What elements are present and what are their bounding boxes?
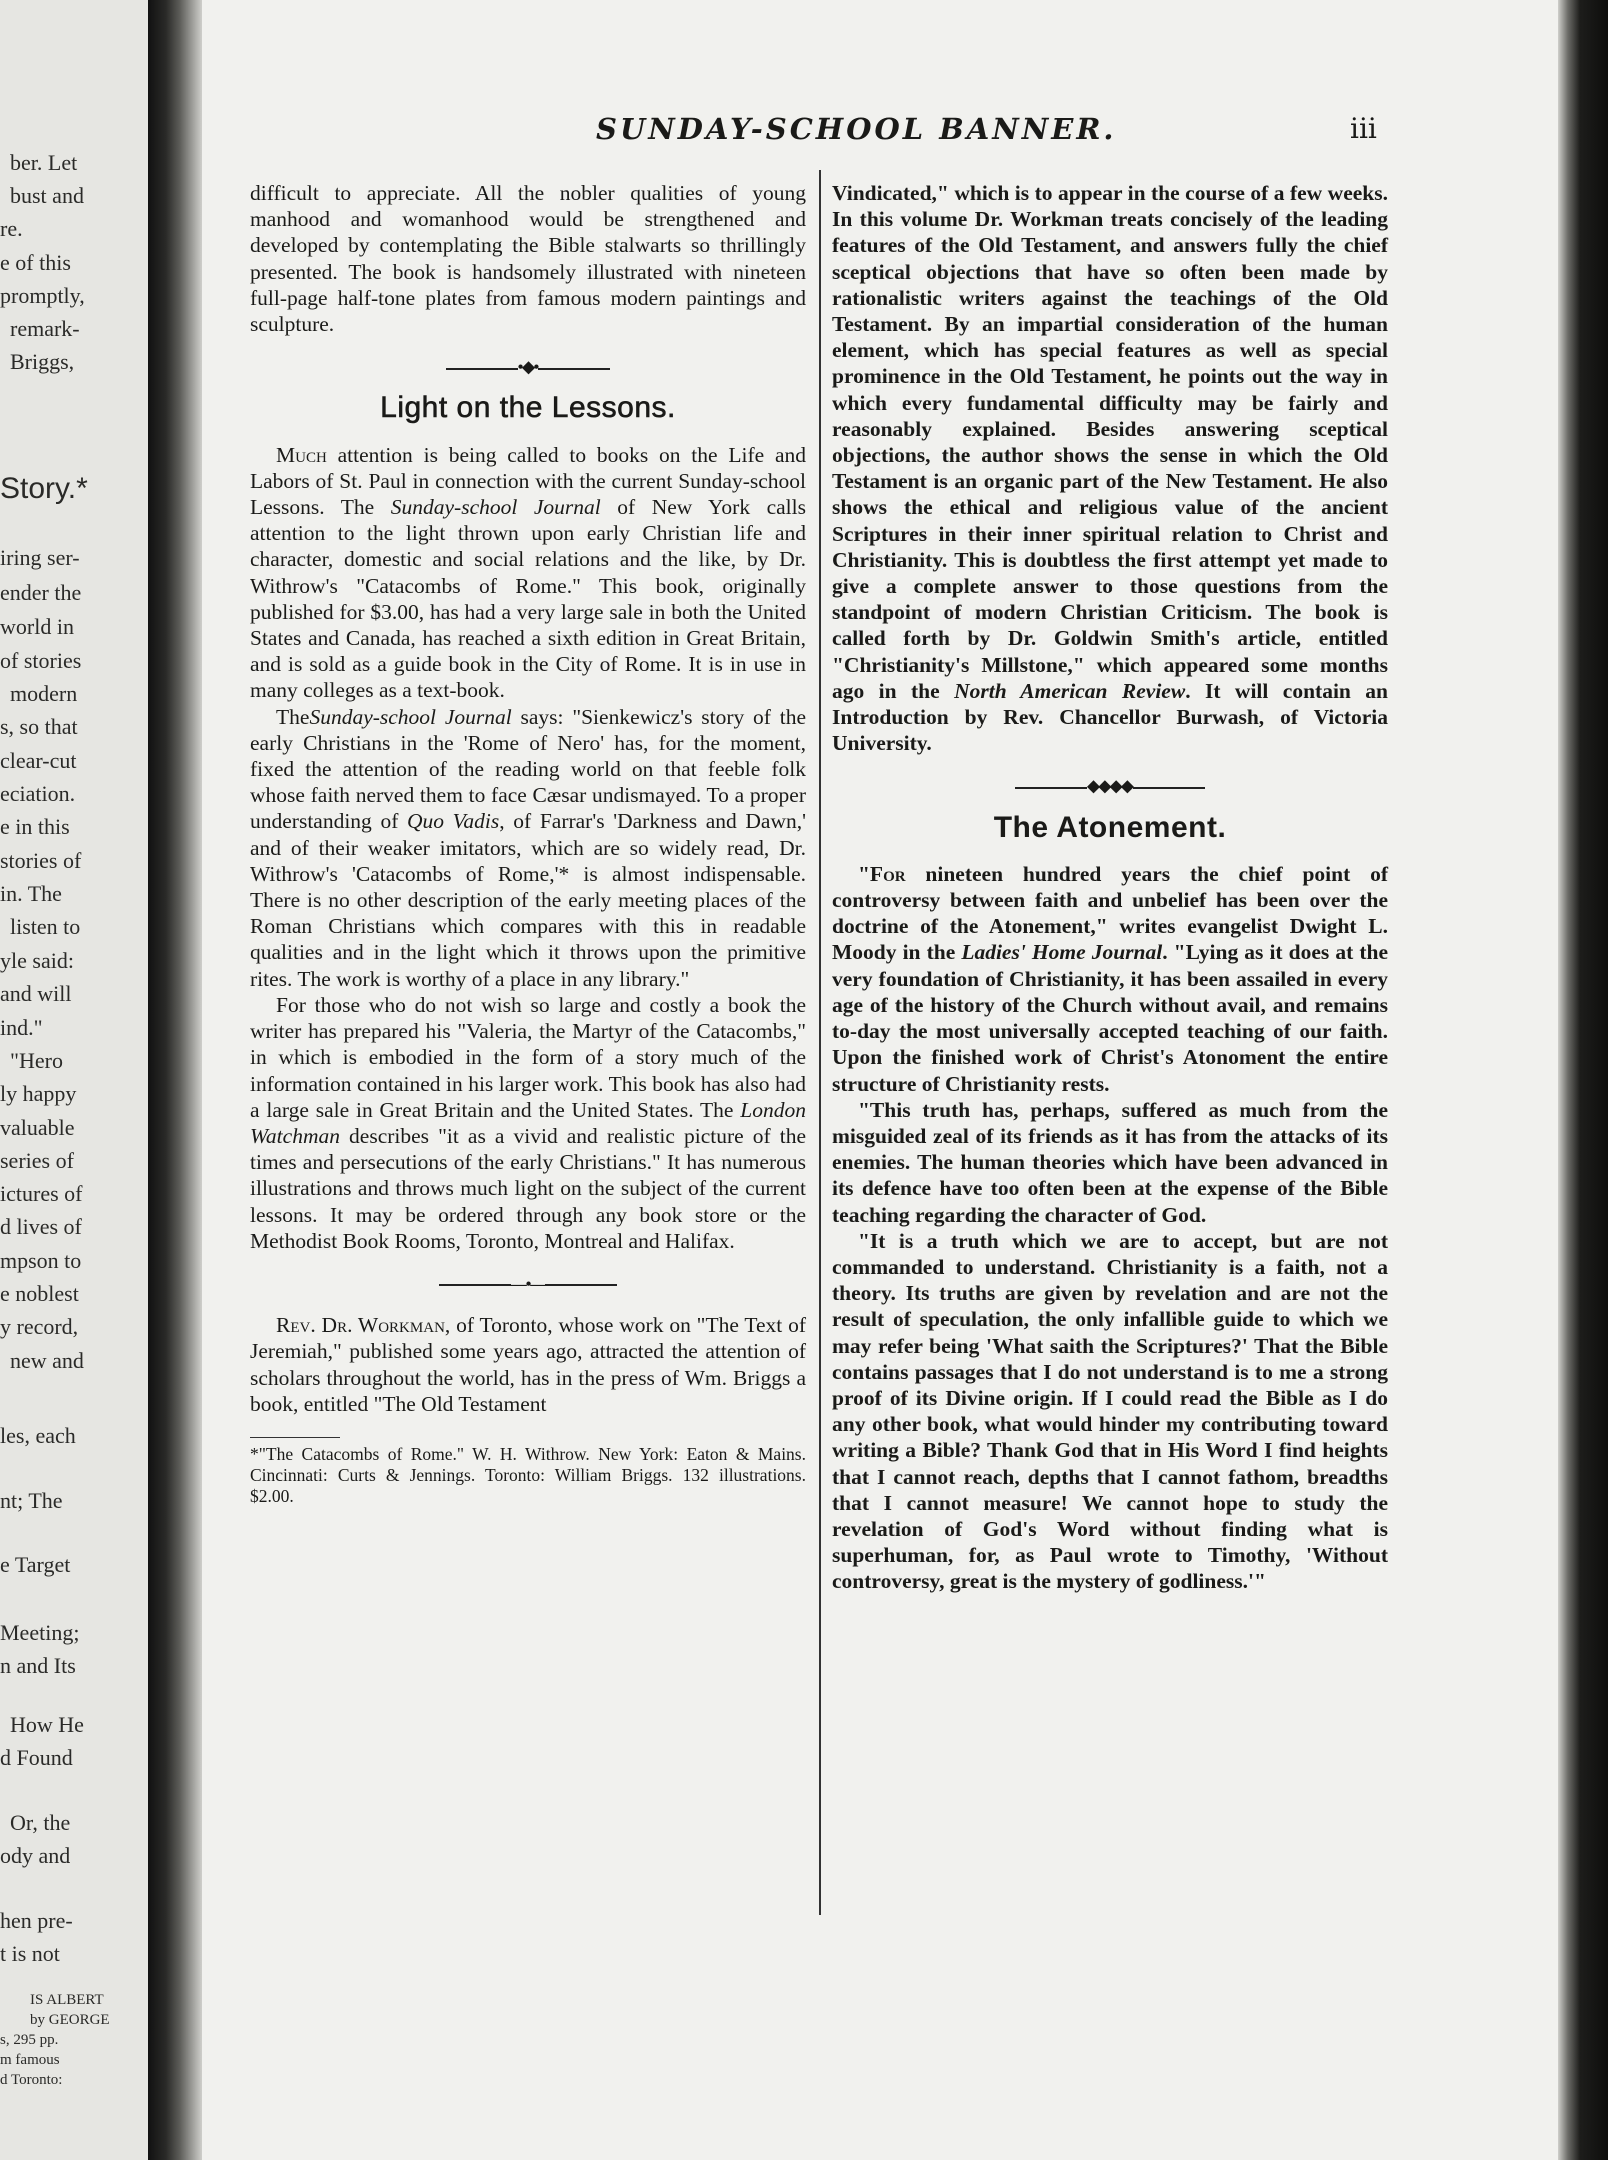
facing-page-line: e Target <box>0 1552 71 1577</box>
article-paragraph: "It is a truth which we are to accept, but are not commanded to understand. Christianity is a faith, not a theory. Its truths are given by revelation and are not the result of speculation, the only infallible guide to which we may refer being 'What saith the Scriptures?' That the Bible contains passages that I do not understand is to me a strong proof of its Divine origin. If I could read the Bible as I do any other book, what would hinder my contributing toward writing a Bible? Thank God that in His Word I find heights that I cannot reach, depths that I cannot fathom, breadths that I cannot measure! We cannot hope to study the revelation of God's Word without finding what is superhuman, for, as Paul wrote to Timothy, 'Without controversy, great is the mystery of godliness.'" <box>832 1228 1388 1594</box>
facing-page-line: y record, <box>0 1314 79 1339</box>
facing-page-line: new and <box>10 1348 84 1373</box>
column-divider <box>819 170 821 1915</box>
article-paragraph: Rev. Dr. Workman, of Toronto, whose work on "The Text of Jeremiah," published some years ago, attracted the attention of scholars throughout the world, has in the press of Wm. Briggs a book, entitled "The Old Testament <box>250 1313 806 1416</box>
section-heading-light-on-lessons: Light on the Lessons. <box>380 391 676 425</box>
facing-page-line: e noblest <box>0 1281 79 1306</box>
facing-page-line: Briggs, <box>10 349 75 374</box>
facing-page-line: stories of <box>0 848 82 873</box>
facing-page-line: bust and <box>10 183 84 208</box>
footnote-rule <box>250 1437 340 1439</box>
facing-page-line: eciation. <box>0 781 76 806</box>
facing-page-line: re. <box>0 216 23 241</box>
facing-page-line: Or, the <box>10 1810 71 1835</box>
facing-page-edge <box>0 0 155 2160</box>
right-column <box>832 180 1388 1595</box>
facing-page-line: modern <box>10 681 78 706</box>
facing-page-line: d lives of <box>0 1214 82 1239</box>
facing-page-line: ind." <box>0 1015 43 1040</box>
article-paragraph: "For nineteen hundred years the chief point of controversy between faith and unbelief has been over the doctrine of the Atonement," writes evangelist Dwight L. Moody in the Ladies' Home Journal. "Lying as it does at the very foundation of Christianity, it has been assailed in every age of the history of the Church without avail, and remains to-day the most universally accepted teaching of our faith. Upon the finished work of Christ's Atonoment the entire structure of Christianity rests. <box>832 861 1389 1096</box>
facing-page-line: and will <box>0 981 72 1006</box>
page-edge-shadow <box>1558 0 1608 2160</box>
facing-page-line: d Found <box>0 1745 73 1770</box>
facing-page-line: in. The <box>0 881 62 906</box>
section-heading-atonement: The Atonement. <box>993 810 1227 844</box>
facing-page-line: ly happy <box>0 1081 77 1106</box>
facing-page-line: valuable <box>0 1115 75 1140</box>
intro-paragraph: difficult to appreciate. All the nobler qualities of young manhood and womanhood would be strengthened and developed by contemplating the Bible stalwarts so thrillingly presented. The book is handsomely illustrated with nineteen full-page half-tone plates from famous modern paintings and sculpture. <box>250 181 806 337</box>
facing-page-line: n and Its <box>0 1653 76 1678</box>
article-paragraph: For those who do not wish so large and costly a book the writer has prepared his "Valeria, the Martyr of the Catacombs," in which is embodied in the form of a story much of the information contained in his larger work. This book has also had a large sale in Great Britain and the United States. The London Watchman describes "it as a vivid and realistic picture of the times and persecutions of the early Christians." It has numerous illustrations and throws much light on the subject of the current lessons. It may be ordered through any book store or the Methodist Book Rooms, Toronto, Montreal and Halifax. <box>250 992 806 1253</box>
facing-page-line: by GEORGE <box>30 2012 110 2028</box>
facing-page-line: mpson to <box>0 1248 82 1273</box>
article-paragraph: "This truth has, perhaps, suffered as much from the misguided zeal of its friends as it has from the attacks of its enemies. The human theories which have been advanced in its defence have too often been at the expense of the Bible teaching regarding the character of God. <box>832 1097 1388 1227</box>
facing-page-line: ictures of <box>0 1181 83 1206</box>
facing-page-line: world in <box>0 614 74 639</box>
facing-page-line: "Hero <box>10 1048 63 1073</box>
facing-page-line: les, each <box>0 1423 76 1448</box>
facing-page-line: d Toronto: <box>0 2072 63 2088</box>
footnote: *"The Catacombs of Rome." W. H. Withrow. New York: Eaton & Mains. Cincinnati: Curts & Jennings. Toronto: William Briggs. 132 illustrations. $2.00. <box>250 1444 806 1507</box>
facing-page-line: t is not <box>0 1941 60 1966</box>
page-number: iii <box>1350 112 1377 145</box>
running-head: SUNDAY-SCHOOL BANNER. <box>596 112 1117 146</box>
facing-page-line: of stories <box>0 648 82 673</box>
facing-page-line: s, so that <box>0 714 78 739</box>
facing-page-line: Story.* <box>0 472 88 505</box>
article-paragraph: Vindicated," which is to appear in the course of a few weeks. In this volume Dr. Workman treats concisely of the leading features of the Old Testament, and answers fully the chief sceptical objections that have so often been made by rationalistic writers against the teachings of the Old Testament. By an impartial consideration of the human element, which has special features as well as special prominence in the Old Testament, he points out the way in which every fundamental difficulty may be fairly and reasonably explained. Besides answering sceptical objections, the author shows the sense in which the Old Testament is an organic part of the New Testament. He also shows the ethical and religious value of the ancient Scriptures in their inner spiritual relation to Christ and Christianity. This is doubtless the first attempt yet made to give a complete answer to those questions from the standpoint of modern Christian Criticism. The book is called forth by Dr. Goldwin Smith's article, entitled "Christianity's Millstone," which appeared some months ago in the North American Review. It will contain an Introduction by Rev. Chancellor Burwash, of Victoria University. <box>832 181 1388 756</box>
facing-page-line: iring ser- <box>0 545 80 570</box>
facing-page-line: series of <box>0 1148 74 1173</box>
facing-page-line: listen to <box>10 914 81 939</box>
facing-page-line: clear-cut <box>0 748 77 773</box>
facing-page-line: ender the <box>0 580 82 605</box>
left-column <box>250 180 806 1507</box>
article-paragraph: Much attention is being called to books on the Life and Labors of St. Paul in connection with the current Sunday-school Lessons. The Sunday-school Journal of New York calls attention to the light thrown upon early Christian life and character, domestic and social relations and the like, by Dr. Withrow's "Catacombs of Rome." This book, originally published for $3.00, has had a very large sale in both the United States and Canada, has reached a sixth edition in Great Britain, and is sold as a guide book in the City of Rome. It is in use in many colleges as a text-book. <box>250 442 806 703</box>
facing-page-line: IS ALBERT <box>30 1992 104 2008</box>
facing-page-line: e in this <box>0 814 70 839</box>
ornament-divider: •◆• <box>250 355 806 381</box>
facing-page-line: ber. Let <box>10 150 78 175</box>
facing-page-line: ody and <box>0 1843 71 1868</box>
ornament-divider: ◆◆◆◆ <box>832 774 1388 800</box>
ornament-divider: —•— <box>250 1272 806 1298</box>
article-paragraph: TheSunday-school Journal says: "Sienkewicz's story of the early Christians in the 'Rome of Nero' has, for the moment, fixed the attention of the reading world on that feeble folk whose faith nerved them to face Cæsar undismayed. To a proper understanding of Quo Vadis, of Farrar's 'Darkness and Dawn,' and of their weaker imitators, which are so widely read, Dr. Withrow's 'Catacombs of Rome,'* is almost indispensable. There is no other description of the early meeting places of the Roman Christians which compares with this in readable qualities and in the light which it throws upon the primitive rites. The work is worthy of a place in any library." <box>250 704 807 991</box>
facing-page-line: yle said: <box>0 948 74 973</box>
facing-page-line: Meeting; <box>0 1620 80 1645</box>
facing-page-line: promptly, <box>0 283 85 308</box>
facing-page-line: e of this <box>0 250 71 275</box>
facing-page-line: remark- <box>10 316 80 341</box>
facing-page-line: nt; The <box>0 1488 63 1513</box>
book-gutter <box>148 0 202 2160</box>
facing-page-line: hen pre- <box>0 1908 73 1933</box>
facing-page-line: How He <box>10 1712 84 1737</box>
facing-page-line: s, 295 pp. <box>0 2032 59 2048</box>
facing-page-line: m famous <box>0 2052 60 2068</box>
